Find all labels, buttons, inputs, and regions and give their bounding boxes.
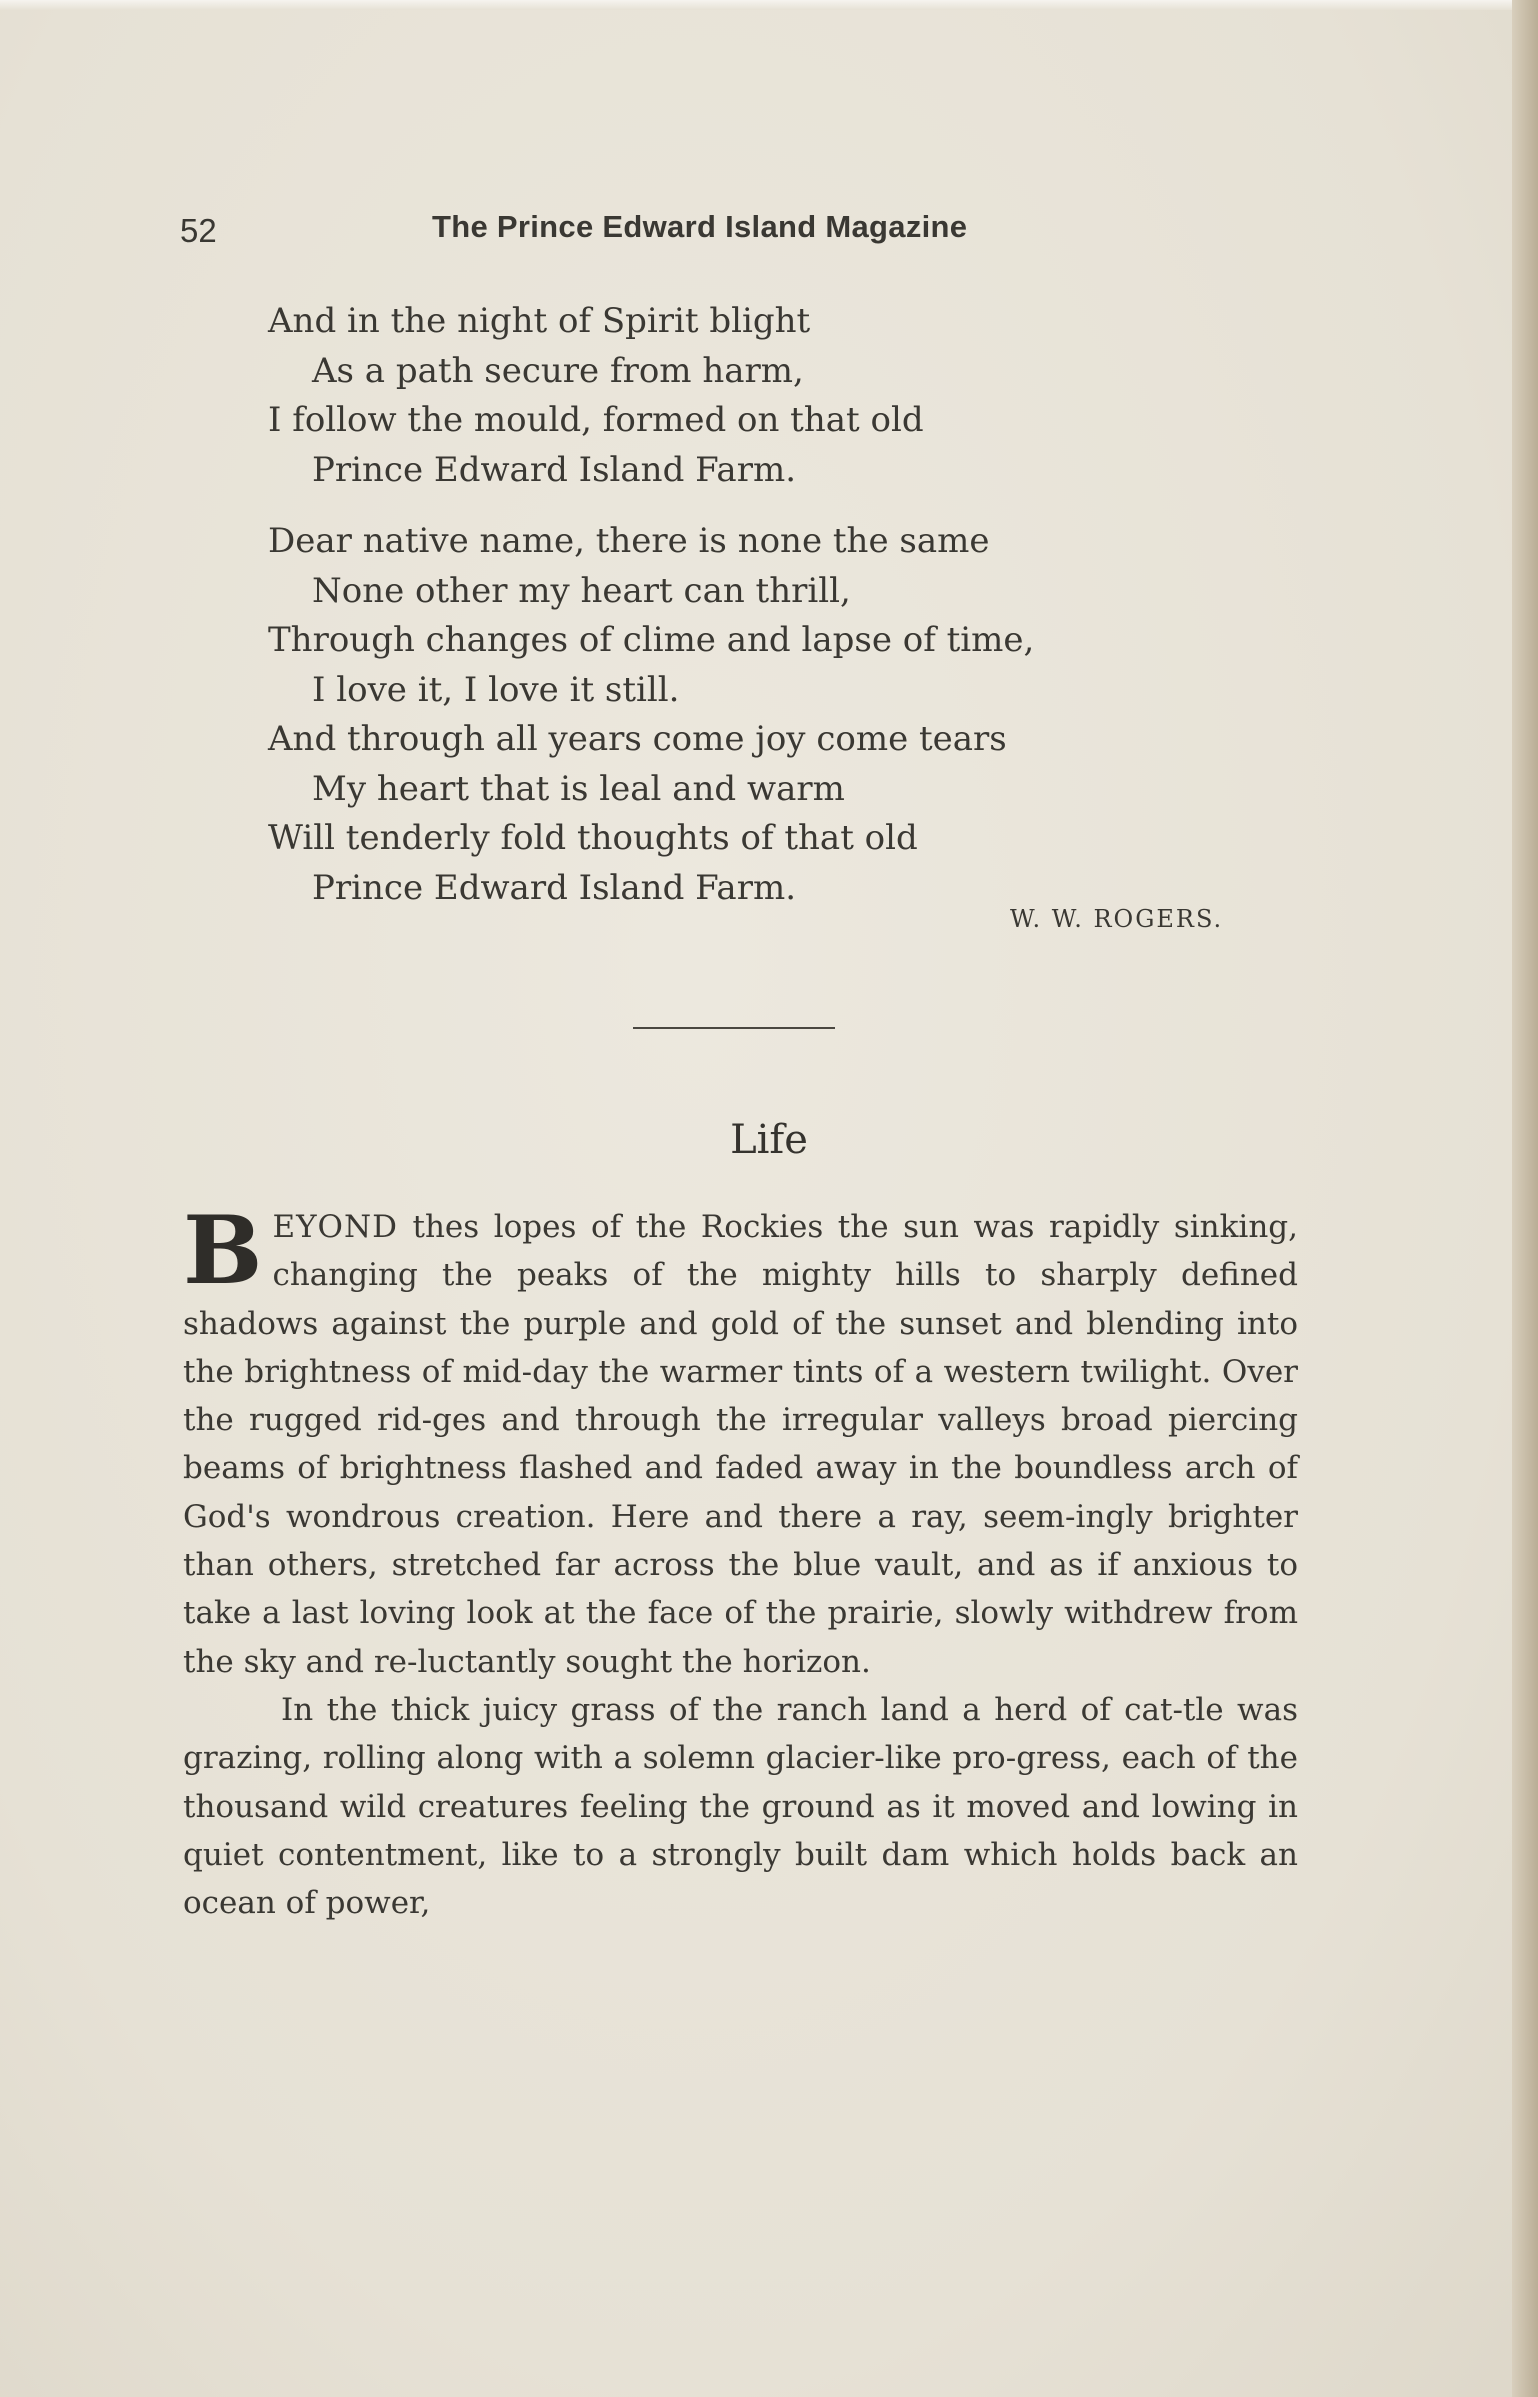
poem [268,297,1168,913]
page-top-edge [0,0,1538,10]
poem-line: Will tenderly fold thoughts of that old [268,818,918,858]
poem-line: Prince Edward Island Farm. [312,867,797,908]
first-word-rest: EYOND [272,1209,398,1245]
poem-line: I follow the mould, formed on that old [268,400,924,440]
drop-cap: B [183,1196,263,1306]
section-divider [633,1027,835,1029]
poem-line: Dear native name, there is none the same [268,521,990,561]
page-number: 52 [180,212,217,249]
running-title: The Prince Edward Island Magazine [432,209,968,244]
poem-line: Through changes of clime and lapse of time, [268,620,1035,660]
article-body [183,1196,1298,1927]
stanza-gap [268,495,1168,517]
poem-line: None other my heart can thrill, [312,570,851,611]
article-paragraph-2: In the thick juicy grass of the ranch land a herd of cat-tle was grazing, rolling along with a solemn glacier-like pro-gress, each of the thousand wild creatures feeling the ground as it moved and lowing in quiet contentment, like to a strongly built dam which holds back an ocean of power, [183,1691,1298,1922]
poem-author: W. W. ROGERS. [1010,905,1224,933]
page-right-edge [1512,0,1538,2397]
poem-line: And through all years come joy come tears [268,719,1007,759]
poem-line: As a path secure from harm, [312,350,804,391]
poem-line: And in the night of Spirit blight [268,301,811,341]
poem-line: My heart that is leal and warm [312,768,845,809]
article-title: Life [730,1117,808,1163]
page-header [180,209,1080,262]
poem-line: I love it, I love it still. [312,669,680,710]
article-paragraph-1 [183,1196,1298,1686]
poem-line: Prince Edward Island Farm. [312,449,797,490]
paragraph-1-text: thes lopes of the Rockies the sun was rapidly sinking, changing the peaks of the mighty hills to sharply defined shadows against the purple and gold of the sunset and blending into the brightness of mid-day the warmer tints of a western twilight. Over the rugged rid-ges and through the irregular valleys broad piercing beams of brightness flashed and faded away in the boundless arch of God's wondrous creation. Here and there a ray, seem-ingly brighter than others, stretched far across the blue vault, and as if anxious to take a last loving look at the face of the prairie, slowly withdrew from the sky and re-luctantly sought the horizon. [183,1209,1298,1680]
